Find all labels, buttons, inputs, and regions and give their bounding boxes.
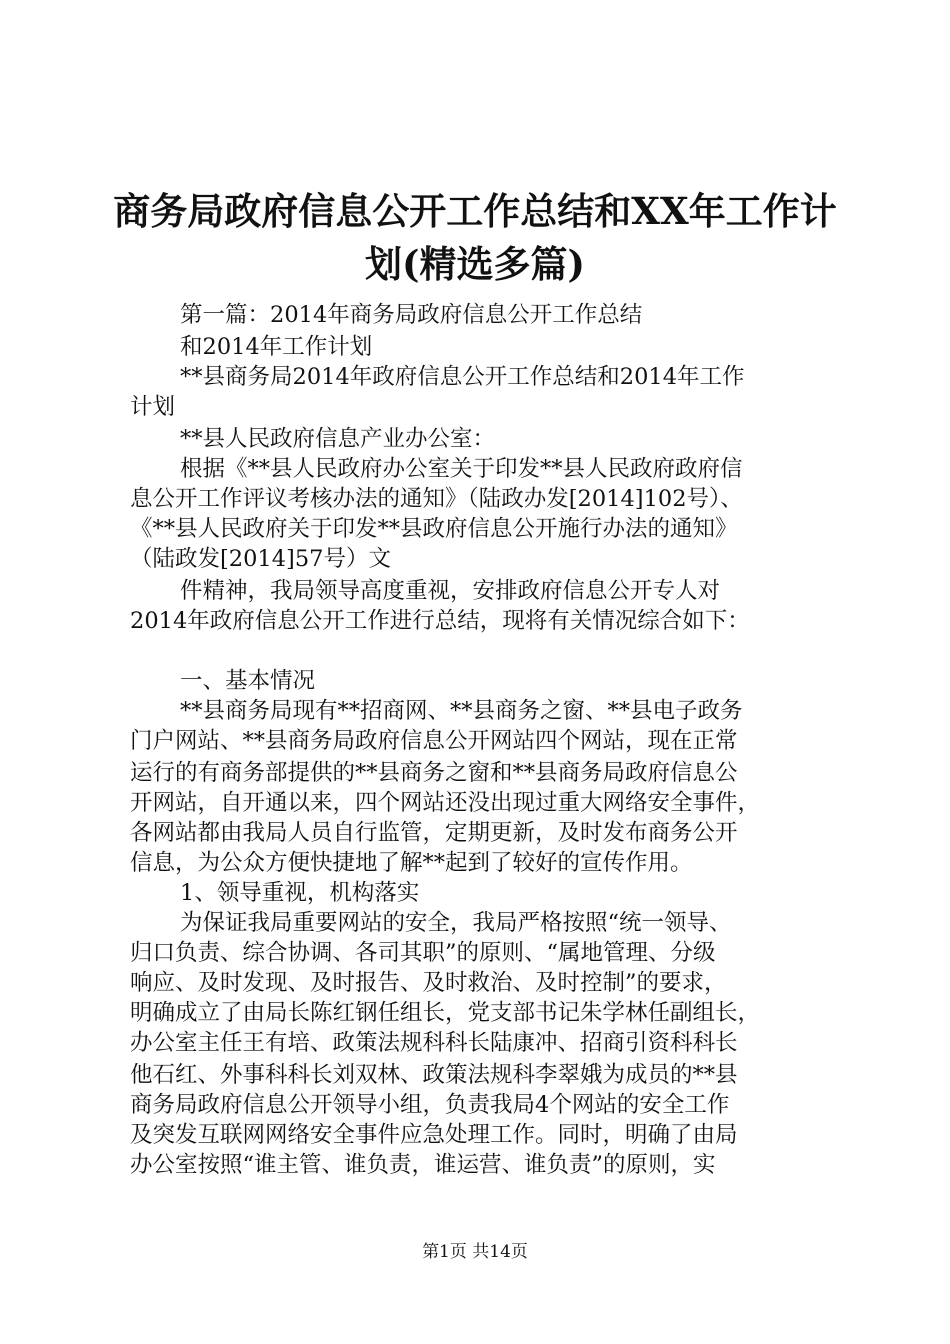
body-line: 为保证我局重要网站的安全，我局严格按照“统一领导、 <box>180 910 732 936</box>
body-line: **县商务局2014年政府信息公开工作总结和2014年工作 <box>180 364 745 390</box>
body-line: 运行的有商务部提供的**县商务之窗和**县商务局政府信息公 <box>130 760 738 786</box>
body-line: 响应、及时发现、及时报告、及时救治、及时控制”的要求， <box>130 970 727 996</box>
body-line: 办公室主任王有培、政策法规科科长陆康冲、招商引资科科长 <box>130 1030 738 1056</box>
body-line: **县商务局现有**招商网、**县商务之窗、**县电子政务 <box>180 698 743 724</box>
title-line-1: 商务局政府信息公开工作总结和XX年工作计 <box>113 189 837 233</box>
body-line: 归口负责、综合协调、各司其职”的原则、“属地管理、分级 <box>130 940 716 966</box>
body-line: 办公室按照“谁主管、谁负责，谁运营、谁负责”的原则，实 <box>130 1152 716 1178</box>
body-line: （陆政发[2014]57号）文 <box>130 546 391 572</box>
body-line: 件精神，我局领导高度重视，安排政府信息公开专人对 <box>180 578 721 604</box>
page-footer: 第1页 共14页 <box>422 1242 528 1262</box>
document-title <box>100 186 850 289</box>
body-line: 开网站，自开通以来，四个网站还没出现过重大网络安全事件， <box>130 790 761 816</box>
section-heading-line: 第一篇：2014年商务局政府信息公开工作总结 <box>180 302 643 328</box>
body-line: 计划 <box>130 394 176 420</box>
body-line: 2014年政府信息公开工作进行总结，现将有关情况综合如下： <box>130 608 750 634</box>
section-heading-line: 一、基本情况 <box>180 668 316 694</box>
body-line: 门户网站、**县商务局政府信息公开网站四个网站，现在正常 <box>130 728 738 754</box>
body-line: 信息，为公众方便快捷地了解**起到了较好的宣传作用。 <box>130 850 693 876</box>
body-line: 他石红、外事科科长刘双林、政策法规科李翠娥为成员的**县 <box>130 1062 738 1088</box>
body-line: 《**县人民政府关于印发**县政府信息公开施行办法的通知》 <box>130 516 738 542</box>
body-line: 息公开工作评议考核办法的通知》（陆政办发[2014]102号）、 <box>130 486 743 512</box>
body-line: 及突发互联网网络安全事件应急处理工作。同时，明确了由局 <box>130 1122 738 1148</box>
body-line: 根据《**县人民政府办公室关于印发**县人民政府政府信 <box>180 456 743 482</box>
title-line-2: 划(精选多篇) <box>364 242 585 286</box>
body-line: 商务局政府信息公开领导小组，负责我局4个网站的安全工作 <box>130 1092 730 1118</box>
section-heading-line: 和2014年工作计划 <box>180 334 373 360</box>
salutation-line: **县人民政府信息产业办公室： <box>180 426 496 452</box>
body-line: 各网站都由我局人员自行监管，定期更新，及时发布商务公开 <box>130 820 738 846</box>
body-line: 明确成立了由局长陈红钢任组长，党支部书记朱学林任副组长， <box>130 1000 761 1026</box>
subsection-heading-line: 1、领导重视，机构落实 <box>180 880 420 906</box>
